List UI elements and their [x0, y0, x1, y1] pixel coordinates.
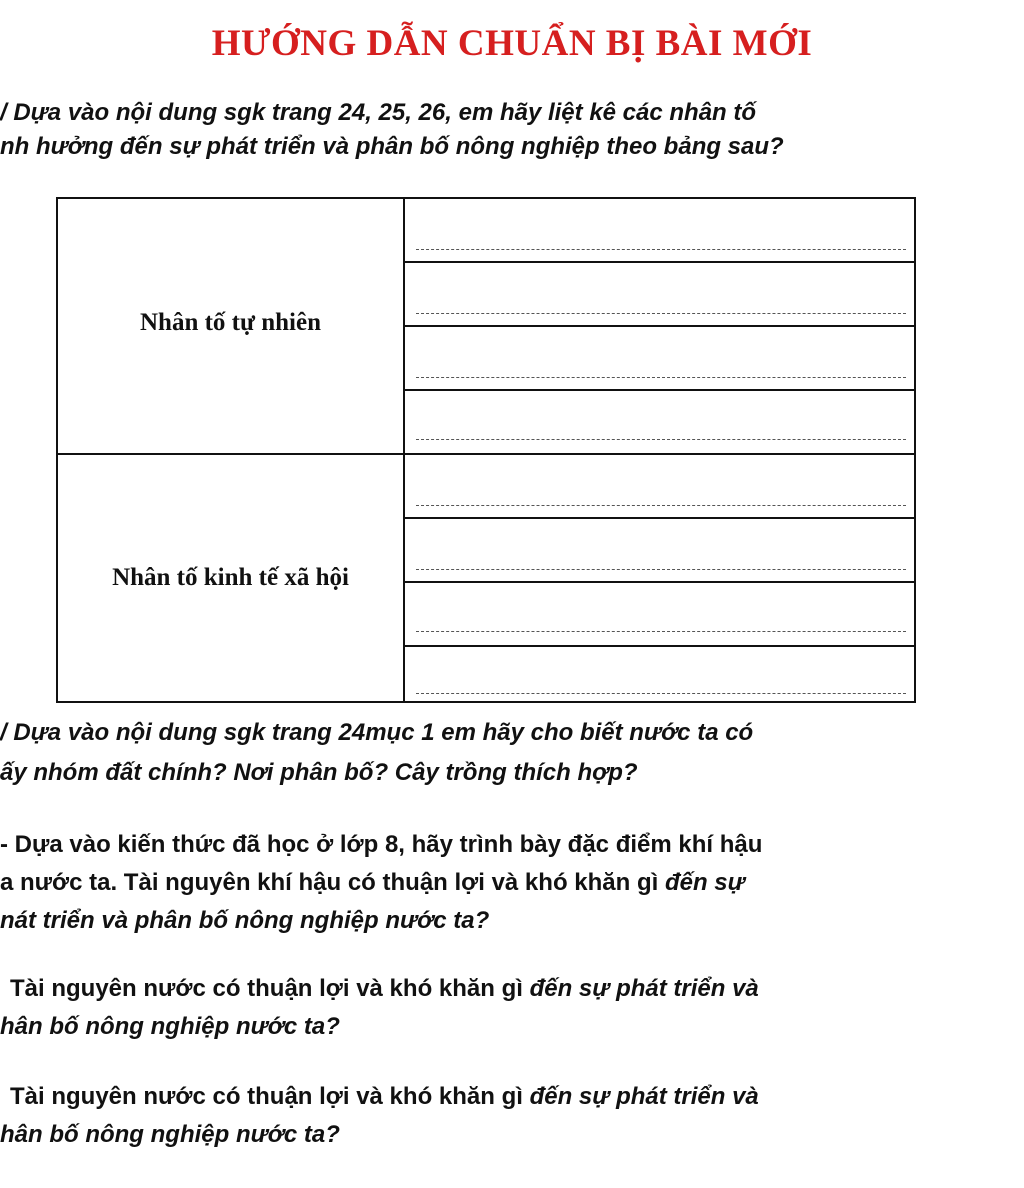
- question-2-line-1: / Dựa vào nội dung sgk trang 24mục 1 em hãy cho biết nước ta có: [0, 719, 754, 746]
- answer-dotted-line[interactable]: [416, 377, 906, 378]
- table-column-divider: [403, 199, 405, 701]
- question-4-line-1: [0, 972, 1024, 1006]
- question-3-line-3: nát triển và phân bố nông nghiệp nước ta?: [0, 907, 490, 934]
- question-1-line-1: / Dựa vào nội dung sgk trang 24, 25, 26, em hãy liệt kê các nhân tố: [0, 99, 757, 126]
- answer-dotted-line[interactable]: [416, 505, 906, 506]
- question-1: [0, 96, 1024, 164]
- question-2-line-2: ấy nhóm đất chính? Nơi phân bố? Cây trồng thích hợp?: [0, 759, 638, 786]
- answer-dotted-line[interactable]: [416, 693, 906, 694]
- question-4-line-1-main: Tài nguyên nước có thuận lợi và khó khăn gì: [10, 975, 530, 1002]
- question-3-line-2-main: a nước ta. Tài nguyên khí hậu có thuận lợi và khó khăn gì: [0, 869, 665, 896]
- question-4: [0, 972, 1024, 1044]
- page-title: HƯỚNG DẪN CHUẨN BỊ BÀI MỚI: [211, 23, 813, 64]
- question-3-line-2-end: đến sự: [664, 869, 745, 896]
- question-5: [0, 1080, 1024, 1152]
- question-3: [0, 828, 1024, 938]
- answer-dotted-line[interactable]: [416, 313, 906, 314]
- question-5-line-1-end: đến sự phát triển và: [529, 1083, 759, 1110]
- question-5-line-1: [0, 1080, 1024, 1114]
- answer-dotted-line[interactable]: [416, 439, 906, 440]
- answer-dotted-line[interactable]: [416, 631, 906, 632]
- answer-dotted-line[interactable]: [416, 249, 906, 250]
- answer-dotted-line[interactable]: [416, 569, 906, 570]
- question-5-line-1-main: Tài nguyên nước có thuận lợi và khó khăn gì: [10, 1083, 530, 1110]
- table-cell-divider: [403, 645, 914, 647]
- table-cell-divider: [403, 517, 914, 519]
- table-row-divider: [58, 453, 914, 455]
- table-cell-divider: [403, 261, 914, 263]
- question-3-line-2: [0, 866, 1024, 900]
- natural-factors-label: Nhân tố tự nhiên: [139, 309, 322, 336]
- socioeconomic-factors-label: Nhân tố kinh tế xã hội: [112, 564, 349, 591]
- question-3-line-1: - Dựa vào kiến thức đã học ở lớp 8, hãy trình bày đặc điểm khí hậu: [0, 831, 763, 858]
- question-2: [0, 716, 1024, 790]
- table-cell-divider: [403, 389, 914, 391]
- table-cell-divider: [403, 581, 914, 583]
- factors-table: [56, 197, 916, 703]
- question-1-line-2: nh hưởng đến sự phát triển và phân bố nông nghiệp theo bảng sau?: [0, 133, 784, 160]
- question-4-line-1-end: đến sự phát triển và: [529, 975, 759, 1002]
- table-cell-divider: [403, 325, 914, 327]
- question-4-line-2: hân bố nông nghiệp nước ta?: [0, 1013, 340, 1040]
- question-5-line-2: hân bố nông nghiệp nước ta?: [0, 1121, 340, 1148]
